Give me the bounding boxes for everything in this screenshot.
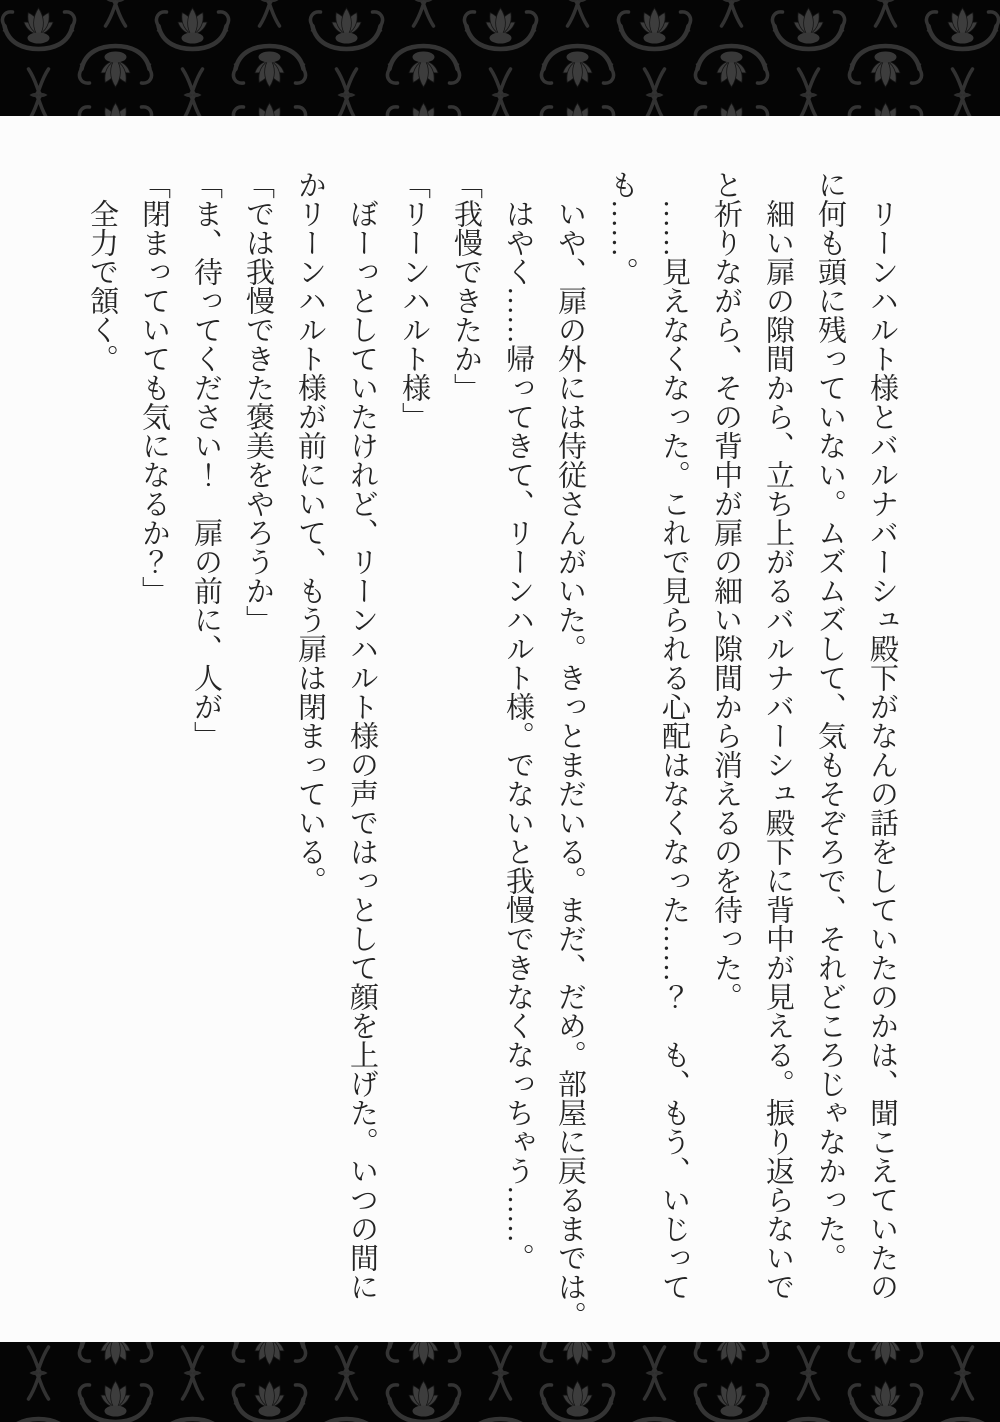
text-column-08: はやく……帰ってきて、リーンハルト様。でないと我慢できなくなっちゃう……。 <box>502 170 534 1272</box>
text-column-16: 全力で頷く。 <box>86 170 118 373</box>
text-column-15: 「閉まっていても気になるか？」 <box>138 170 170 605</box>
text-column-12: かリーンハルト様が前にいて、もう扉は閉まっている。 <box>294 170 326 895</box>
damask-pattern-top <box>0 0 1000 116</box>
text-column-07: いや、扉の外には侍従さんがいた。きっとまだいる。まだ、だめ。部屋に戻るまでは。 <box>554 170 586 1330</box>
top-ornament-border <box>0 0 1000 116</box>
text-column-05: ……見えなくなった。これで見られる心配はなくなった……？ も、もう、いじって <box>658 170 690 1301</box>
text-column-02: に何も頭に残っていない。ムズムズして、気もそぞろで、それどころじゃなかった。 <box>814 170 846 1272</box>
text-column-01: リーンハルト様とバルナバーシュ殿下がなんの話をしていたのかは、聞こえていたの <box>866 170 898 1301</box>
text-column-14: 「ま、待ってください！ 扉の前に、人が」 <box>190 170 222 750</box>
text-column-11: ぼーっとしていたけれど、リーンハルト様の声ではっとして顔を上げた。いつの間に <box>346 170 378 1301</box>
page-text <box>76 170 908 1350</box>
text-column-09: 「我慢できたか」 <box>450 170 482 402</box>
text-column-06: も……。 <box>606 170 638 286</box>
text-column-03: 細い扉の隙間から、立ち上がるバルナバーシュ殿下に背中が見える。振り返らないで <box>762 170 794 1301</box>
text-column-04: と祈りながら、その背中が扉の細い隙間から消えるのを待った。 <box>710 170 742 1011</box>
text-column-13: 「では我慢できた褒美をやろうか」 <box>242 170 274 634</box>
damask-pattern-bottom <box>0 1342 1000 1422</box>
bottom-ornament-border <box>0 1342 1000 1422</box>
text-column-10: 「リーンハルト様」 <box>398 170 430 431</box>
